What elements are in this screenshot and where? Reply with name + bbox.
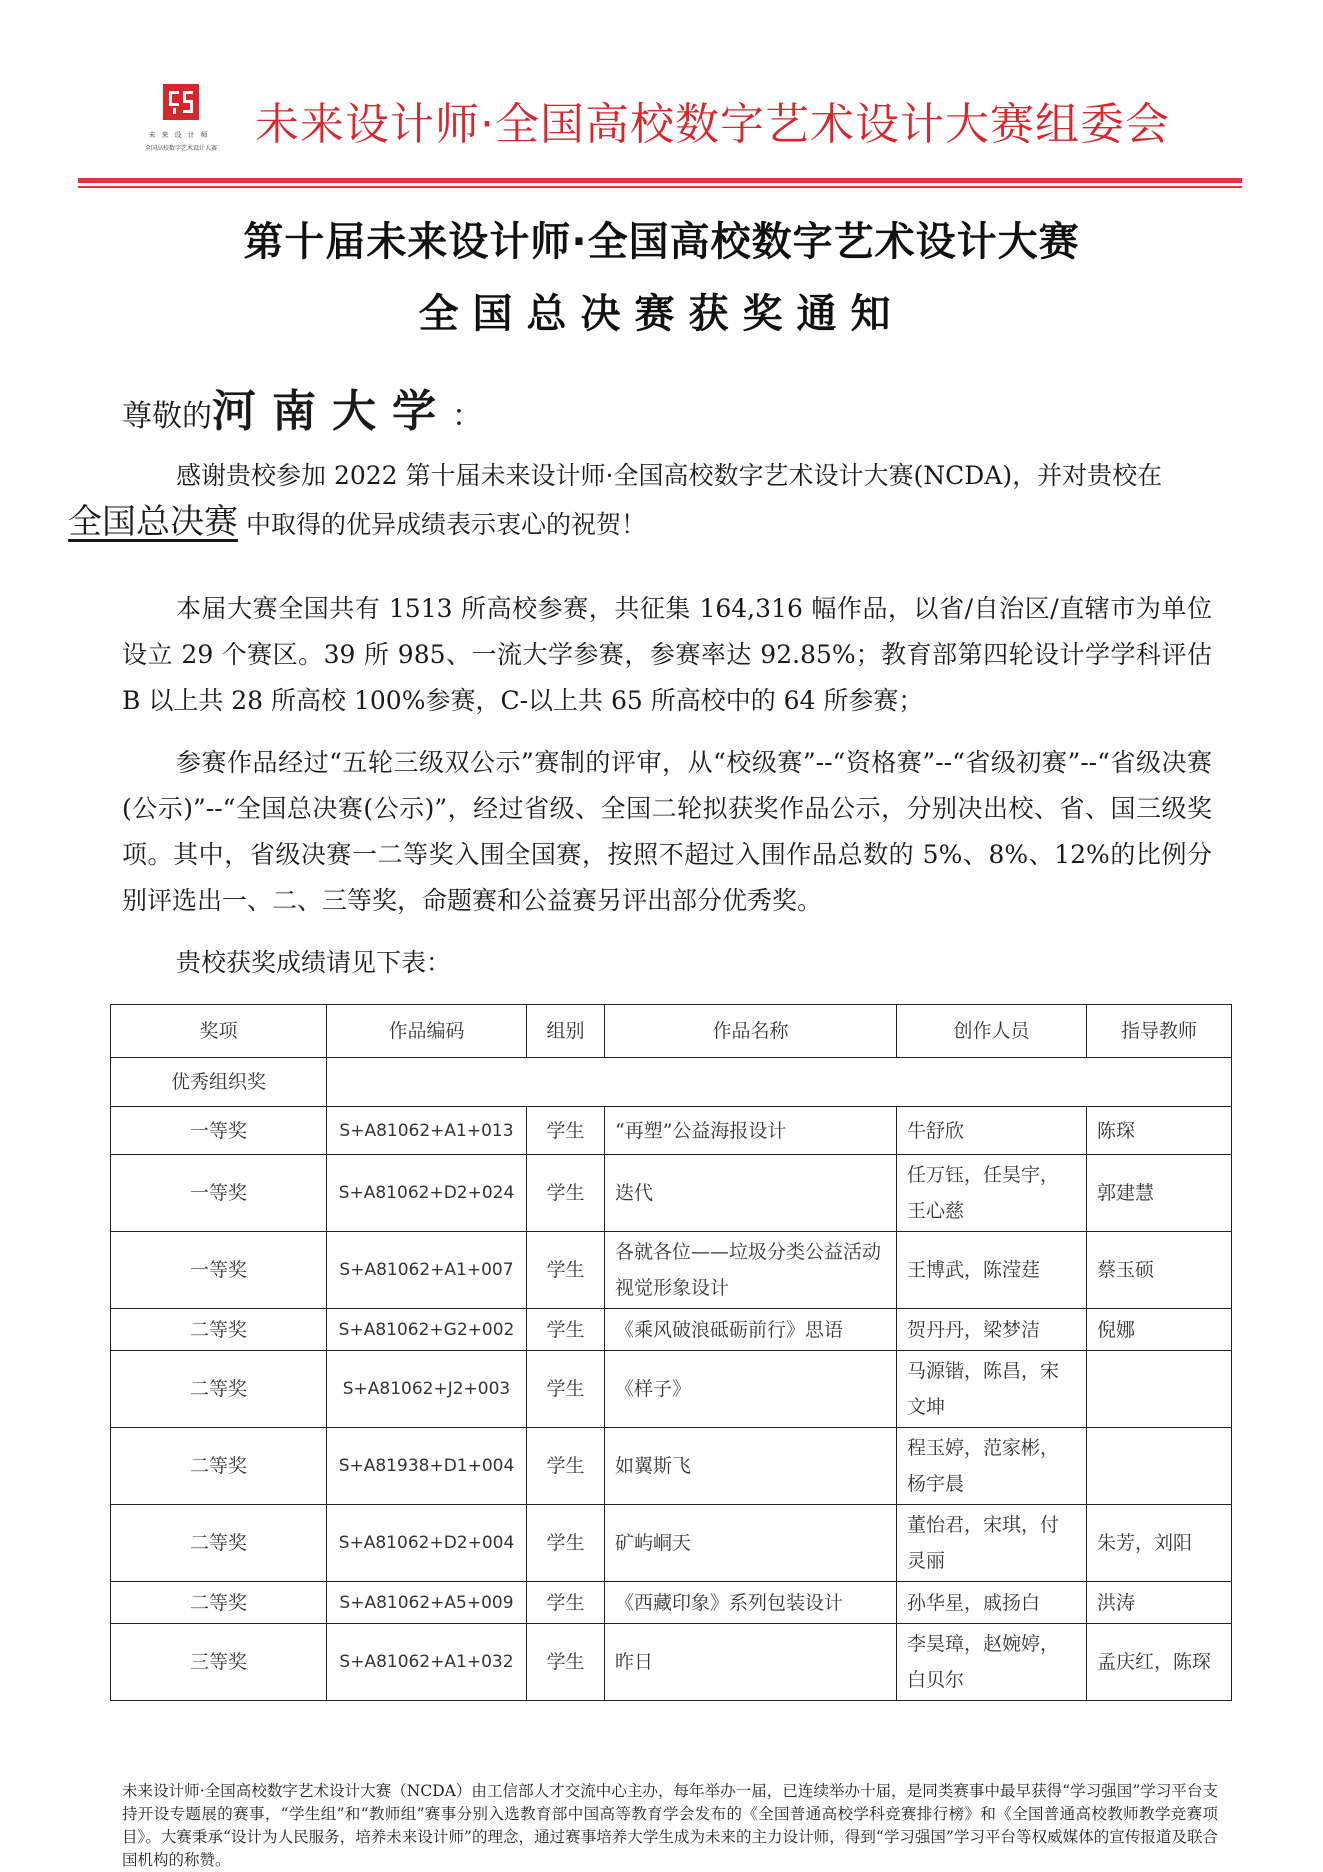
awards-table (110, 1004, 1232, 1701)
code-cell: S+A81062+A5+009 (327, 1582, 527, 1624)
table-header-row (111, 1005, 1232, 1058)
work-cell: 各就各位——垃圾分类公益活动视觉形象设计 (605, 1232, 897, 1309)
document-title: 第十届未来设计师·全国高校数字艺术设计大赛 (243, 219, 1080, 265)
teacher-cell: 朱芳，刘阳 (1087, 1505, 1232, 1582)
salutation-suffix: ： (452, 399, 482, 434)
code-cell: S+A81062+A1+032 (327, 1624, 527, 1701)
table-row (111, 1309, 1232, 1351)
code-cell: S+A81062+D2+004 (327, 1505, 527, 1582)
salutation (122, 375, 482, 439)
work-cell: 矿屿峒天 (605, 1505, 897, 1582)
table-row (111, 1351, 1232, 1428)
prize-cell: 一等奖 (111, 1232, 327, 1309)
code-cell: S+A81062+G2+002 (327, 1309, 527, 1351)
code-cell: S+A81938+D1+004 (327, 1428, 527, 1505)
org-award-label: 优秀组织奖 (111, 1058, 327, 1107)
group-cell: 学生 (527, 1107, 605, 1155)
header-work: 作品名称 (605, 1005, 897, 1058)
header-authors: 创作人员 (897, 1005, 1087, 1058)
group-cell: 学生 (527, 1624, 605, 1701)
teacher-cell (1087, 1428, 1232, 1505)
teacher-cell: 蔡玉硕 (1087, 1232, 1232, 1309)
salutation-prefix: 尊敬的 (122, 399, 212, 434)
org-award-empty (327, 1058, 1232, 1107)
prize-cell: 二等奖 (111, 1351, 327, 1428)
work-cell: 《乘风破浪砥砺前行》思语 (605, 1309, 897, 1351)
process-paragraph: 参赛作品经过“五轮三级双公示”赛制的评审，从“校级赛”--“资格赛”--“省级初赛”--“省级决赛(公示)”--“全国总决赛(公示)”，经过省级、全国二轮拟获奖作品公示，分别决出校、省、国三级奖项。其中，省级决赛一二等奖入围全国赛，按照不超过入围作品总数的 5%、8%、12%的比例分别评选出一、二、三等奖，命题赛和公益赛另评出部分优秀奖。 (122, 748, 1212, 915)
intro-paragraph (68, 453, 1212, 548)
work-cell: “再塑”公益海报设计 (605, 1107, 897, 1155)
teacher-cell: 郭建慧 (1087, 1155, 1232, 1232)
prize-cell: 一等奖 (111, 1155, 327, 1232)
group-cell: 学生 (527, 1232, 605, 1309)
authors-cell: 马源锴，陈昌，宋文坤 (897, 1351, 1087, 1428)
prize-cell: 二等奖 (111, 1428, 327, 1505)
table-row (111, 1582, 1232, 1624)
teacher-cell: 倪娜 (1087, 1309, 1232, 1351)
logo-caption: 全国高校数字艺术设计大赛 (144, 145, 217, 152)
work-cell: 《样子》 (605, 1351, 897, 1428)
group-cell: 学生 (527, 1505, 605, 1582)
table-row (111, 1624, 1232, 1701)
group-cell: 学生 (527, 1351, 605, 1428)
header-code: 作品编码 (327, 1005, 527, 1058)
authors-cell: 程玉婷，范家彬，杨宇晨 (897, 1428, 1087, 1505)
authors-cell: 任万钰，任昊宇，王心慈 (897, 1155, 1087, 1232)
school-name: 河南大学 (212, 386, 452, 437)
table-row (111, 1232, 1232, 1309)
code-cell: S+A81062+J2+003 (327, 1351, 527, 1428)
header-group: 组别 (527, 1005, 605, 1058)
table-row (111, 1107, 1232, 1155)
code-cell: S+A81062+A1+007 (327, 1232, 527, 1309)
teacher-cell: 洪涛 (1087, 1582, 1232, 1624)
table-intro: 贵校获奖成绩请见下表： (176, 948, 452, 977)
work-cell: 昨日 (605, 1624, 897, 1701)
work-cell: 迭代 (605, 1155, 897, 1232)
intro-text-end: 中取得的优异成绩表示衷心的祝贺！ (245, 510, 646, 539)
prize-cell: 二等奖 (111, 1309, 327, 1351)
prize-cell: 一等奖 (111, 1107, 327, 1155)
authors-cell: 董怡君，宋琪，付灵丽 (897, 1505, 1087, 1582)
prize-cell: 三等奖 (111, 1624, 327, 1701)
authors-cell: 王博武，陈滢莛 (897, 1232, 1087, 1309)
header-rule-thick (78, 178, 1242, 183)
award-stage: 全国总决赛 (68, 502, 238, 542)
code-cell: S+A81062+D2+024 (327, 1155, 527, 1232)
stats-paragraph: 本届大赛全国共有 1513 所高校参赛，共征集 164,316 幅作品，以省/自治区/直辖市为单位设立 29 个赛区。39 所 985、一流大学参赛，参赛率达 92.85%；教育部第四轮设计学学科评估 B 以上共 28 所高校 100%参赛，C-以上共 65 所高校中的 64 所参赛； (122, 594, 1212, 715)
group-cell: 学生 (527, 1428, 605, 1505)
authors-cell: 牛舒欣 (897, 1107, 1087, 1155)
group-cell: 学生 (527, 1309, 605, 1351)
intro-text: 感谢贵校参加 2022 第十届未来设计师·全国高校数字艺术设计大赛(NCDA)，并对贵校在 (176, 461, 1163, 490)
teacher-cell (1087, 1351, 1232, 1428)
authors-cell: 孙华星，戚扬白 (897, 1582, 1087, 1624)
logo-mark-icon (163, 84, 199, 120)
logo-subtitle: 未来设计师 (148, 131, 214, 139)
authors-cell: 李昊璋，赵婉婷，白贝尔 (897, 1624, 1087, 1701)
org-award-row (111, 1058, 1232, 1107)
organizer-title: 未来设计师·全国高校数字艺术设计大赛组委会 (255, 99, 1170, 150)
work-cell: 《西藏印象》系列包装设计 (605, 1582, 897, 1624)
prize-cell: 二等奖 (111, 1505, 327, 1582)
group-cell: 学生 (527, 1155, 605, 1232)
header-teacher: 指导教师 (1087, 1005, 1232, 1058)
group-cell: 学生 (527, 1582, 605, 1624)
code-cell: S+A81062+A1+013 (327, 1107, 527, 1155)
table-row (111, 1155, 1232, 1232)
teacher-cell: 陈琛 (1087, 1107, 1232, 1155)
header-rule-thin (78, 186, 1242, 188)
footnote: 未来设计师·全国高校数字艺术设计大赛（NCDA）由工信部人才交流中心主办，每年举办一届，已连续举办十届，是同类赛事中最早获得“学习强国”学习平台支持开设专题展的赛事，“学生组”和“教师组”赛事分别入选教育部中国高等教育学会发布的《全国普通高校学科竞赛排行榜》和《全国普通高校教师教学竞赛项目》。大赛秉承“设计为人民服务，培养未来设计师”的理念，通过赛事培养大学生成为未来的主力设计师，得到“学习强国”学习平台等权威媒体的宣传报道及联合国机构的称赞。 (122, 1782, 1218, 1869)
table-row (111, 1428, 1232, 1505)
work-cell: 如翼斯飞 (605, 1428, 897, 1505)
header-prize: 奖项 (111, 1005, 327, 1058)
ncda-logo (128, 84, 234, 160)
authors-cell: 贺丹丹，梁梦洁 (897, 1309, 1087, 1351)
document-subtitle: 全国总决赛获奖通知 (418, 291, 905, 337)
prize-cell: 二等奖 (111, 1582, 327, 1624)
table-row (111, 1505, 1232, 1582)
teacher-cell: 孟庆红，陈琛 (1087, 1624, 1232, 1701)
